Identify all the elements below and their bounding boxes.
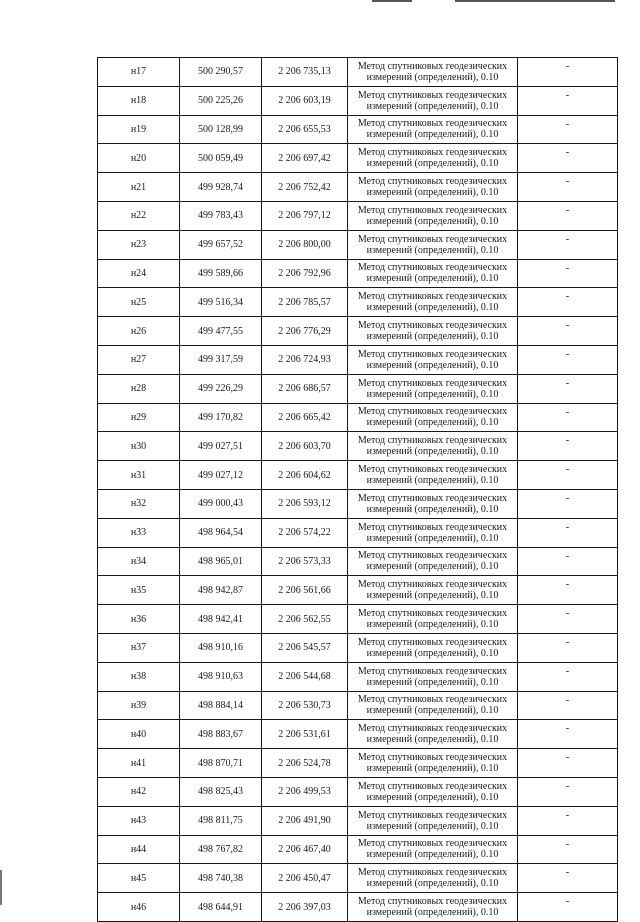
method-cell — [348, 835, 518, 864]
y-coordinate-cell: 2 206 531,61 — [262, 720, 348, 749]
error-cell: - — [518, 576, 618, 605]
error-cell: - — [518, 461, 618, 490]
method-cell — [348, 288, 518, 317]
point-name-cell: н46 — [98, 893, 180, 922]
method-line-1: Метод спутниковых геодезических — [357, 291, 508, 303]
x-coordinate-cell: 500 290,57 — [180, 58, 262, 87]
method-line-1: Метод спутниковых геодезических — [357, 262, 508, 274]
method-cell — [348, 115, 518, 144]
x-coordinate-cell: 498 965,01 — [180, 547, 262, 576]
y-coordinate-cell: 2 206 603,19 — [262, 86, 348, 115]
x-coordinate-cell: 498 884,14 — [180, 691, 262, 720]
method-line-1: Метод спутниковых геодезических — [357, 896, 508, 907]
error-cell: - — [518, 115, 618, 144]
y-coordinate-cell: 2 206 697,42 — [262, 144, 348, 173]
error-cell: - — [518, 403, 618, 432]
point-name-cell: н27 — [98, 345, 180, 374]
point-name-cell: н45 — [98, 864, 180, 893]
error-cell: - — [518, 144, 618, 173]
method-cell — [348, 864, 518, 893]
method-line-2: измерений (определений), 0.10 — [366, 359, 499, 371]
point-name-cell: н32 — [98, 489, 180, 518]
method-line-1: Метод спутниковых геодезических — [357, 636, 508, 648]
scan-mark-top-right — [455, 0, 615, 2]
table-row — [98, 461, 618, 490]
method-cell — [348, 633, 518, 662]
coordinates-table — [97, 57, 618, 922]
method-line-1: Метод спутниковых геодезических — [357, 435, 508, 447]
y-coordinate-cell: 2 206 545,57 — [262, 633, 348, 662]
scan-mark-top-left — [372, 0, 412, 2]
y-coordinate-cell: 2 206 797,12 — [262, 201, 348, 230]
method-line-2: измерений (определений), 0.10 — [366, 503, 499, 515]
method-line-2: измерений (определений), 0.10 — [366, 590, 499, 602]
error-cell: - — [518, 432, 618, 461]
method-line-1: Метод спутниковых геодезических — [357, 780, 508, 792]
error-cell: - — [518, 317, 618, 346]
point-name-cell: н39 — [98, 691, 180, 720]
point-name-cell: н40 — [98, 720, 180, 749]
x-coordinate-cell: 499 027,12 — [180, 461, 262, 490]
method-cell — [348, 201, 518, 230]
method-line-1: Метод спутниковых геодезических — [357, 550, 508, 562]
method-line-1: Метод спутниковых геодезических — [357, 694, 508, 706]
table-row — [98, 720, 618, 749]
y-coordinate-cell: 2 206 561,66 — [262, 576, 348, 605]
method-line-1: Метод спутниковых геодезических — [357, 377, 508, 389]
error-cell: - — [518, 288, 618, 317]
y-coordinate-cell: 2 206 593,12 — [262, 489, 348, 518]
point-name-cell: н43 — [98, 806, 180, 835]
method-line-1: Метод спутниковых геодезических — [357, 176, 508, 188]
method-line-1: Метод спутниковых геодезических — [357, 838, 508, 850]
method-line-2: измерений (определений), 0.10 — [366, 619, 499, 631]
y-coordinate-cell: 2 206 524,78 — [262, 749, 348, 778]
table-row — [98, 115, 618, 144]
x-coordinate-cell: 499 027,51 — [180, 432, 262, 461]
error-cell: - — [518, 374, 618, 403]
error-cell: - — [518, 777, 618, 806]
method-line-2: измерений (определений), 0.10 — [366, 734, 499, 746]
point-name-cell: н26 — [98, 317, 180, 346]
x-coordinate-cell: 500 225,26 — [180, 86, 262, 115]
method-line-2: измерений (определений), 0.10 — [366, 71, 499, 83]
method-line-2: измерений (определений), 0.10 — [366, 475, 499, 487]
error-cell: - — [518, 345, 618, 374]
table-row — [98, 58, 618, 87]
method-line-2: измерений (определений), 0.10 — [366, 100, 499, 112]
table-row — [98, 605, 618, 634]
method-line-1: Метод спутниковых геодезических — [357, 233, 508, 245]
point-name-cell: н41 — [98, 749, 180, 778]
method-line-2: измерений (определений), 0.10 — [366, 388, 499, 400]
method-cell — [348, 720, 518, 749]
y-coordinate-cell: 2 206 562,55 — [262, 605, 348, 634]
y-coordinate-cell: 2 206 450,47 — [262, 864, 348, 893]
method-line-2: измерений (определений), 0.10 — [366, 158, 499, 170]
x-coordinate-cell: 498 942,87 — [180, 576, 262, 605]
error-cell: - — [518, 259, 618, 288]
method-cell — [348, 58, 518, 87]
method-line-2: измерений (определений), 0.10 — [366, 676, 499, 688]
y-coordinate-cell: 2 206 491,90 — [262, 806, 348, 835]
method-cell — [348, 461, 518, 490]
table-row — [98, 403, 618, 432]
table-row — [98, 317, 618, 346]
x-coordinate-cell: 498 740,38 — [180, 864, 262, 893]
x-coordinate-cell: 498 644,91 — [180, 893, 262, 922]
method-line-2: измерений (определений), 0.10 — [366, 302, 499, 314]
method-line-2: измерений (определений), 0.10 — [366, 187, 499, 199]
method-line-1: Метод спутниковых геодезических — [357, 752, 508, 764]
x-coordinate-cell: 499 317,59 — [180, 345, 262, 374]
method-line-1: Метод спутниковых геодезических — [357, 723, 508, 735]
point-name-cell: н23 — [98, 230, 180, 259]
y-coordinate-cell: 2 206 800,00 — [262, 230, 348, 259]
table-row — [98, 259, 618, 288]
method-line-1: Метод спутниковых геодезических — [357, 60, 508, 72]
error-cell: - — [518, 518, 618, 547]
table-row — [98, 806, 618, 835]
x-coordinate-cell: 499 928,74 — [180, 173, 262, 202]
error-cell: - — [518, 58, 618, 87]
y-coordinate-cell: 2 206 397,03 — [262, 893, 348, 922]
method-line-2: измерений (определений), 0.10 — [366, 331, 499, 343]
method-line-2: измерений (определений), 0.10 — [366, 244, 499, 256]
error-cell: - — [518, 806, 618, 835]
x-coordinate-cell: 499 477,55 — [180, 317, 262, 346]
y-coordinate-cell: 2 206 573,33 — [262, 547, 348, 576]
error-cell: - — [518, 720, 618, 749]
point-name-cell: н25 — [98, 288, 180, 317]
method-line-2: измерений (определений), 0.10 — [366, 446, 499, 458]
x-coordinate-cell: 499 783,43 — [180, 201, 262, 230]
method-cell — [348, 345, 518, 374]
point-name-cell: н28 — [98, 374, 180, 403]
point-name-cell: н35 — [98, 576, 180, 605]
y-coordinate-cell: 2 206 530,73 — [262, 691, 348, 720]
method-line-2: измерений (определений), 0.10 — [366, 878, 499, 890]
x-coordinate-cell: 499 170,82 — [180, 403, 262, 432]
point-name-cell: н17 — [98, 58, 180, 87]
method-cell — [348, 489, 518, 518]
y-coordinate-cell: 2 206 544,68 — [262, 662, 348, 691]
method-cell — [348, 777, 518, 806]
table-row — [98, 691, 618, 720]
point-name-cell: н18 — [98, 86, 180, 115]
method-line-2: измерений (определений), 0.10 — [366, 849, 499, 861]
method-line-1: Метод спутниковых геодезических — [357, 147, 508, 159]
error-cell: - — [518, 605, 618, 634]
x-coordinate-cell: 499 589,66 — [180, 259, 262, 288]
method-line-1: Метод спутниковых геодезических — [357, 867, 508, 879]
x-coordinate-cell: 498 825,43 — [180, 777, 262, 806]
x-coordinate-cell: 498 942,41 — [180, 605, 262, 634]
point-name-cell: н19 — [98, 115, 180, 144]
method-line-2: измерений (определений), 0.10 — [366, 417, 499, 429]
table-row — [98, 547, 618, 576]
point-name-cell: н37 — [98, 633, 180, 662]
method-line-2: измерений (определений), 0.10 — [366, 273, 499, 285]
point-name-cell: н30 — [98, 432, 180, 461]
method-line-1: Метод спутниковых геодезических — [357, 809, 508, 821]
y-coordinate-cell: 2 206 574,22 — [262, 518, 348, 547]
error-cell: - — [518, 230, 618, 259]
method-line-2: измерений (определений), 0.10 — [366, 532, 499, 544]
error-cell: - — [518, 547, 618, 576]
error-cell: - — [518, 201, 618, 230]
error-cell: - — [518, 662, 618, 691]
x-coordinate-cell: 498 910,63 — [180, 662, 262, 691]
method-line-1: Метод спутниковых геодезических — [357, 118, 508, 130]
method-line-1: Метод спутниковых геодезических — [357, 320, 508, 332]
method-line-2: измерений (определений), 0.10 — [366, 907, 499, 918]
x-coordinate-cell: 498 811,75 — [180, 806, 262, 835]
x-coordinate-cell: 498 870,71 — [180, 749, 262, 778]
x-coordinate-cell: 499 516,34 — [180, 288, 262, 317]
method-line-2: измерений (определений), 0.10 — [366, 820, 499, 832]
method-line-1: Метод спутниковых геодезических — [357, 521, 508, 533]
method-cell — [348, 547, 518, 576]
scan-edge-mark — [0, 870, 2, 905]
method-line-2: измерений (определений), 0.10 — [366, 215, 499, 227]
error-cell: - — [518, 173, 618, 202]
table-row — [98, 173, 618, 202]
error-cell: - — [518, 835, 618, 864]
error-cell: - — [518, 489, 618, 518]
table-row — [98, 835, 618, 864]
error-cell: - — [518, 691, 618, 720]
method-line-1: Метод спутниковых геодезических — [357, 665, 508, 677]
x-coordinate-cell: 499 000,43 — [180, 489, 262, 518]
y-coordinate-cell: 2 206 724,93 — [262, 345, 348, 374]
method-cell — [348, 317, 518, 346]
x-coordinate-cell: 498 910,16 — [180, 633, 262, 662]
y-coordinate-cell: 2 206 604,62 — [262, 461, 348, 490]
method-cell — [348, 259, 518, 288]
y-coordinate-cell: 2 206 655,53 — [262, 115, 348, 144]
method-cell — [348, 86, 518, 115]
method-line-1: Метод спутниковых геодезических — [357, 579, 508, 591]
point-name-cell: н44 — [98, 835, 180, 864]
method-line-2: измерений (определений), 0.10 — [366, 129, 499, 141]
method-cell — [348, 806, 518, 835]
y-coordinate-cell: 2 206 467,40 — [262, 835, 348, 864]
method-cell — [348, 749, 518, 778]
y-coordinate-cell: 2 206 792,96 — [262, 259, 348, 288]
method-line-1: Метод спутниковых геодезических — [357, 89, 508, 101]
method-line-1: Метод спутниковых геодезических — [357, 492, 508, 504]
y-coordinate-cell: 2 206 665,42 — [262, 403, 348, 432]
method-cell — [348, 893, 518, 922]
y-coordinate-cell: 2 206 686,57 — [262, 374, 348, 403]
table-row — [98, 432, 618, 461]
x-coordinate-cell: 498 964,54 — [180, 518, 262, 547]
table-row — [98, 864, 618, 893]
table-row — [98, 345, 618, 374]
method-line-2: измерений (определений), 0.10 — [366, 647, 499, 659]
point-name-cell: н20 — [98, 144, 180, 173]
point-name-cell: н29 — [98, 403, 180, 432]
x-coordinate-cell: 498 767,82 — [180, 835, 262, 864]
y-coordinate-cell: 2 206 752,42 — [262, 173, 348, 202]
table-row — [98, 374, 618, 403]
point-name-cell: н22 — [98, 201, 180, 230]
error-cell: - — [518, 864, 618, 893]
table-row — [98, 489, 618, 518]
x-coordinate-cell: 499 226,29 — [180, 374, 262, 403]
method-line-1: Метод спутниковых геодезических — [357, 608, 508, 620]
method-cell — [348, 576, 518, 605]
table-row — [98, 288, 618, 317]
x-coordinate-cell: 500 128,99 — [180, 115, 262, 144]
error-cell: - — [518, 86, 618, 115]
point-name-cell: н33 — [98, 518, 180, 547]
point-name-cell: н38 — [98, 662, 180, 691]
table-row — [98, 230, 618, 259]
y-coordinate-cell: 2 206 499,53 — [262, 777, 348, 806]
method-cell — [348, 230, 518, 259]
error-cell: - — [518, 749, 618, 778]
method-cell — [348, 144, 518, 173]
table-row — [98, 777, 618, 806]
coordinates-table-body — [98, 58, 618, 922]
method-line-1: Метод спутниковых геодезических — [357, 204, 508, 216]
method-cell — [348, 403, 518, 432]
x-coordinate-cell: 500 059,49 — [180, 144, 262, 173]
point-name-cell: н34 — [98, 547, 180, 576]
table-row — [98, 749, 618, 778]
table-row — [98, 576, 618, 605]
method-cell — [348, 691, 518, 720]
method-line-2: измерений (определений), 0.10 — [366, 705, 499, 717]
table-row — [98, 893, 618, 922]
method-cell — [348, 374, 518, 403]
table-row — [98, 86, 618, 115]
table-row — [98, 201, 618, 230]
method-cell — [348, 518, 518, 547]
method-line-1: Метод спутниковых геодезических — [357, 464, 508, 476]
point-name-cell: н31 — [98, 461, 180, 490]
table-row — [98, 633, 618, 662]
error-cell: - — [518, 633, 618, 662]
method-cell — [348, 662, 518, 691]
x-coordinate-cell: 499 657,52 — [180, 230, 262, 259]
point-name-cell: н21 — [98, 173, 180, 202]
table-row — [98, 518, 618, 547]
point-name-cell: н36 — [98, 605, 180, 634]
y-coordinate-cell: 2 206 776,29 — [262, 317, 348, 346]
method-line-1: Метод спутниковых геодезических — [357, 406, 508, 418]
error-cell: - — [518, 893, 618, 922]
method-cell — [348, 173, 518, 202]
method-line-2: измерений (определений), 0.10 — [366, 791, 499, 803]
y-coordinate-cell: 2 206 785,57 — [262, 288, 348, 317]
method-cell — [348, 605, 518, 634]
point-name-cell: н24 — [98, 259, 180, 288]
x-coordinate-cell: 498 883,67 — [180, 720, 262, 749]
table-row — [98, 662, 618, 691]
method-cell — [348, 432, 518, 461]
method-line-2: измерений (определений), 0.10 — [366, 561, 499, 573]
method-line-2: измерений (определений), 0.10 — [366, 763, 499, 775]
table-row — [98, 144, 618, 173]
y-coordinate-cell: 2 206 603,70 — [262, 432, 348, 461]
method-line-1: Метод спутниковых геодезических — [357, 348, 508, 360]
point-name-cell: н42 — [98, 777, 180, 806]
y-coordinate-cell: 2 206 735,13 — [262, 58, 348, 87]
